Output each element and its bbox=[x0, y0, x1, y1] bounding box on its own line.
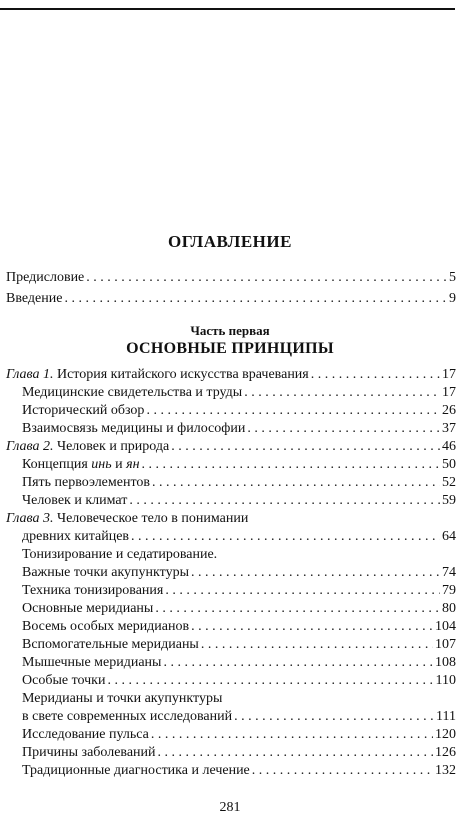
page-title: ОГЛАВЛЕНИЕ bbox=[168, 232, 292, 251]
toc-chapter-2[interactable]: Глава 2. Человек и природа . . . 46 bbox=[6, 439, 456, 457]
dot-leader bbox=[155, 601, 440, 617]
toc-entry[interactable]: Восемь особых меридианов . . . 104 bbox=[22, 619, 456, 637]
dot-leader bbox=[64, 291, 447, 307]
dot-leader bbox=[191, 565, 440, 581]
toc-entry-page: 17 bbox=[442, 367, 456, 382]
dot-leader bbox=[158, 745, 433, 761]
toc-entry[interactable]: Мышечные меридианы . . . 108 bbox=[22, 655, 456, 673]
part-label: Часть первая bbox=[190, 323, 270, 338]
toc-entry[interactable]: Важные точки акупунктуры . . . 74 bbox=[22, 565, 456, 583]
toc-entry[interactable]: Пять первоэлементов . . . 52 bbox=[22, 475, 456, 493]
toc-entry[interactable]: Техника тонизирования . . . 79 bbox=[22, 583, 456, 601]
toc-entry-tonic-line1[interactable]: Тонизирование и седатирование. bbox=[22, 547, 218, 562]
toc-entry[interactable]: Концепция инь и ян . . . 50 bbox=[22, 457, 456, 475]
dot-leader bbox=[146, 403, 440, 419]
toc-entry[interactable]: Исторический обзор . . . 26 bbox=[22, 403, 456, 421]
part-title: ОСНОВНЫЕ ПРИНЦИПЫ bbox=[126, 340, 334, 357]
toc-chapter-3-line2[interactable]: древних китайцев . . . 64 bbox=[22, 529, 456, 547]
dot-leader bbox=[201, 637, 433, 653]
toc-entry[interactable]: Человек и климат . . . 59 bbox=[22, 493, 456, 511]
dot-leader bbox=[311, 367, 440, 383]
toc-entry-preface[interactable] bbox=[6, 270, 456, 288]
chapter-prefix: Глава 3. bbox=[6, 511, 54, 526]
chapter-prefix: Глава 2. bbox=[6, 439, 54, 454]
toc-chapter-3-line1[interactable]: Глава 3. Человеческое тело в понимании bbox=[6, 511, 249, 526]
dot-leader bbox=[129, 493, 440, 509]
page-number: 281 bbox=[219, 800, 241, 815]
dot-leader bbox=[151, 727, 433, 743]
toc-entry-title: Введение bbox=[6, 291, 63, 306]
dot-leader bbox=[152, 475, 440, 491]
toc-entry[interactable]: Медицинские свидетельства и труды . . . 17 bbox=[22, 385, 456, 403]
dot-leader bbox=[107, 673, 433, 689]
dot-leader bbox=[163, 655, 433, 671]
dot-leader bbox=[247, 421, 440, 437]
toc-entry[interactable]: Особые точки . . . 110 bbox=[22, 673, 456, 691]
toc-entry[interactable]: Основные меридианы . . . 80 bbox=[22, 601, 456, 619]
dot-leader bbox=[252, 763, 433, 779]
toc-entry-title: Предисловие bbox=[6, 270, 85, 285]
toc-entry-title: Глава 1. История китайского искусства врачевания bbox=[6, 367, 309, 382]
dot-leader bbox=[191, 619, 433, 635]
toc-chapter-1[interactable] bbox=[6, 367, 456, 385]
dot-leader bbox=[234, 709, 434, 725]
dot-leader bbox=[142, 457, 440, 473]
toc-entry[interactable]: Исследование пульса . . . 120 bbox=[22, 727, 456, 745]
dot-leader bbox=[244, 385, 440, 401]
dot-leader bbox=[171, 439, 440, 455]
toc-entry[interactable]: Вспомогательные меридианы . . . 107 bbox=[22, 637, 456, 655]
toc-entry[interactable]: Взаимосвязь медицины и философии . . . 37 bbox=[22, 421, 456, 439]
toc-entry[interactable]: в свете современных исследований . . . 111 bbox=[22, 709, 456, 727]
toc-entry-page: 9 bbox=[449, 291, 456, 306]
dot-leader bbox=[165, 583, 440, 599]
toc-entry[interactable]: Причины заболеваний . . . 126 bbox=[22, 745, 456, 763]
toc-entry[interactable]: Традиционные диагностика и лечение . . . 132 bbox=[22, 763, 456, 781]
chapter-prefix: Глава 1. bbox=[6, 367, 54, 382]
toc-entry-introduction[interactable] bbox=[6, 291, 456, 309]
toc-entry-page: 5 bbox=[449, 270, 456, 285]
dot-leader bbox=[131, 529, 440, 545]
top-rule bbox=[0, 8, 455, 10]
dot-leader bbox=[86, 270, 447, 286]
toc-entry-research-line1[interactable]: Меридианы и точки акупунктуры bbox=[22, 691, 223, 706]
toc-entry-title: Глава 2. Человек и природа bbox=[6, 439, 170, 454]
